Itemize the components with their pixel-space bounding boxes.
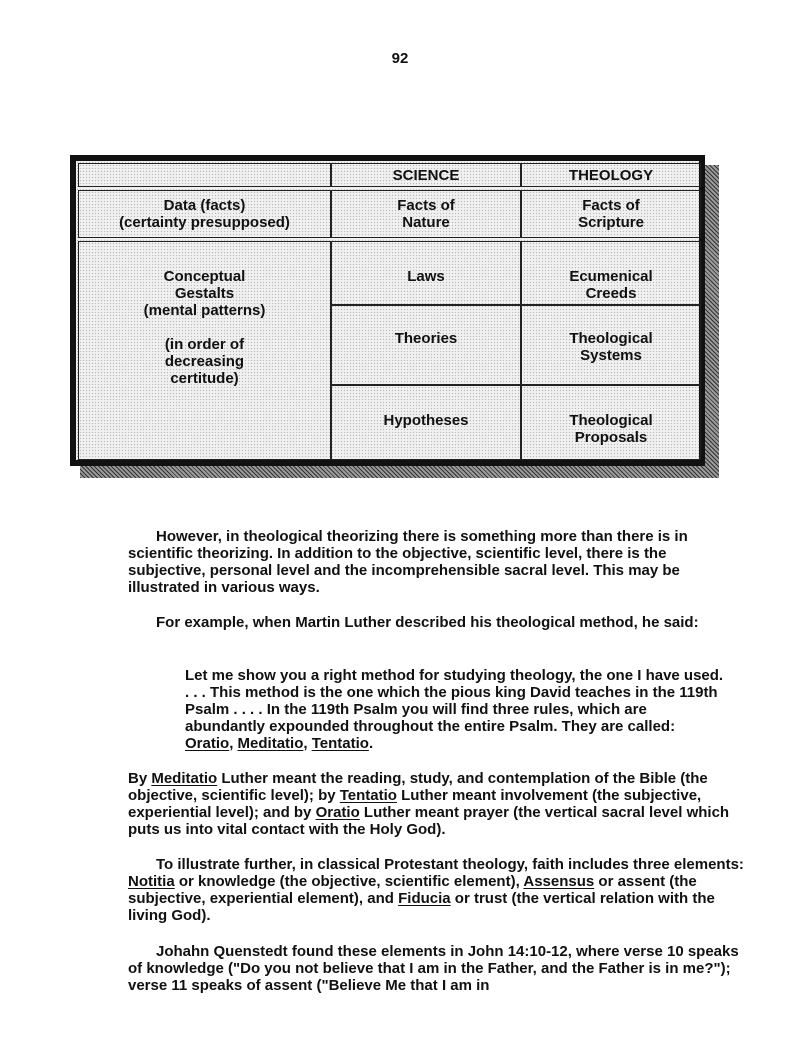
paragraph-quenstedt: Johahn Quenstedt found these elements in John 14:10-12, where verse 10 speaks of knowledge ("Do you not believe that I am in the Father, and the Father is in me?"); verse 11 speaks of assent ("Believe Me that I am in: [128, 943, 739, 994]
p3-text: Luther meant involvement (the subjective, experiential level); and by: [128, 787, 702, 821]
cell-theological-proposals: Theological Proposals: [521, 385, 701, 460]
p3-term-oratio: Oratio: [315, 804, 360, 821]
p4-term-notitia: Notitia: [128, 873, 175, 890]
quote-term-oratio: Oratio: [185, 735, 230, 752]
quote-separator: ,: [229, 735, 238, 752]
p3-text: By: [128, 770, 152, 787]
table-body: [76, 161, 699, 460]
cell-ecumenical-creeds: Ecumenical Creeds: [521, 241, 701, 305]
quote-term-meditatio: Meditatio: [237, 735, 304, 752]
row-label-conceptual-gestalts: Conceptual Gestalts (mental patterns) (in order of decreasing certitude): [78, 241, 331, 460]
p3-text: Luther meant the reading, study, and contemplation of the Bible (the objective, scientific level); by: [128, 770, 708, 804]
cell-facts-of-nature: Facts of Nature: [331, 190, 521, 238]
quote-text: Let me show you a right method for studying theology, the one I have used. . . . This method is the one which the pious king David teaches in the 119th Psalm . . . . In the 119th Psalm you will find three rules, which are abundantly expounded throughout the entire Psalm. They are called:: [185, 667, 724, 735]
header-science: SCIENCE: [331, 163, 521, 187]
p4-term-assensus: Assensus: [523, 873, 595, 890]
paragraph-faith-elements: [128, 856, 748, 924]
quote-separator: ,: [303, 735, 312, 752]
p3-term-tentatio: Tentatio: [339, 787, 397, 804]
p3-term-meditatio: Meditatio: [151, 770, 218, 787]
cell-theological-systems: Theological Systems: [521, 305, 701, 385]
p4-term-fiducia: Fiducia: [398, 890, 451, 907]
header-theology: THEOLOGY: [521, 163, 701, 187]
cell-theories: Theories: [331, 305, 521, 385]
luther-block-quote: [185, 667, 725, 752]
paragraph-meditatio-tentatio-oratio: [128, 770, 748, 838]
cell-hypotheses: Hypotheses: [331, 385, 521, 460]
p4-text: or knowledge (the objective, scientific element),: [174, 873, 524, 890]
page-number: 92: [391, 50, 409, 67]
quote-end: .: [368, 735, 374, 752]
paragraph-luther-method: For example, when Martin Luther described his theological method, he said:: [156, 614, 699, 631]
p4-text: To illustrate further, in classical Protestant theology, faith includes three elements:: [156, 856, 744, 873]
row-label-data: Data (facts) (certainty presupposed): [78, 190, 331, 238]
cell-facts-of-scripture: Facts of Scripture: [521, 190, 701, 238]
p3-text: Luther meant prayer (the vertical sacral level which puts us into vital contact with the Holy God).: [128, 804, 730, 838]
p4-text: or trust (the vertical relation with the living God).: [128, 890, 715, 924]
paragraph-theological-theorizing: However, in theological theorizing there is something more than there is in scientific theorizing. In addition to the objective, scientific level, there is the subjective, personal level and the incomprehensible sacral level. This may be illustrated in various ways.: [128, 528, 688, 596]
quote-term-tentatio: Tentatio: [311, 735, 369, 752]
comparison-table: [70, 155, 705, 466]
header-blank-cell: [78, 163, 331, 187]
p4-text: or assent (the subjective, experiential element), and: [128, 873, 697, 907]
cell-laws: Laws: [331, 241, 521, 305]
